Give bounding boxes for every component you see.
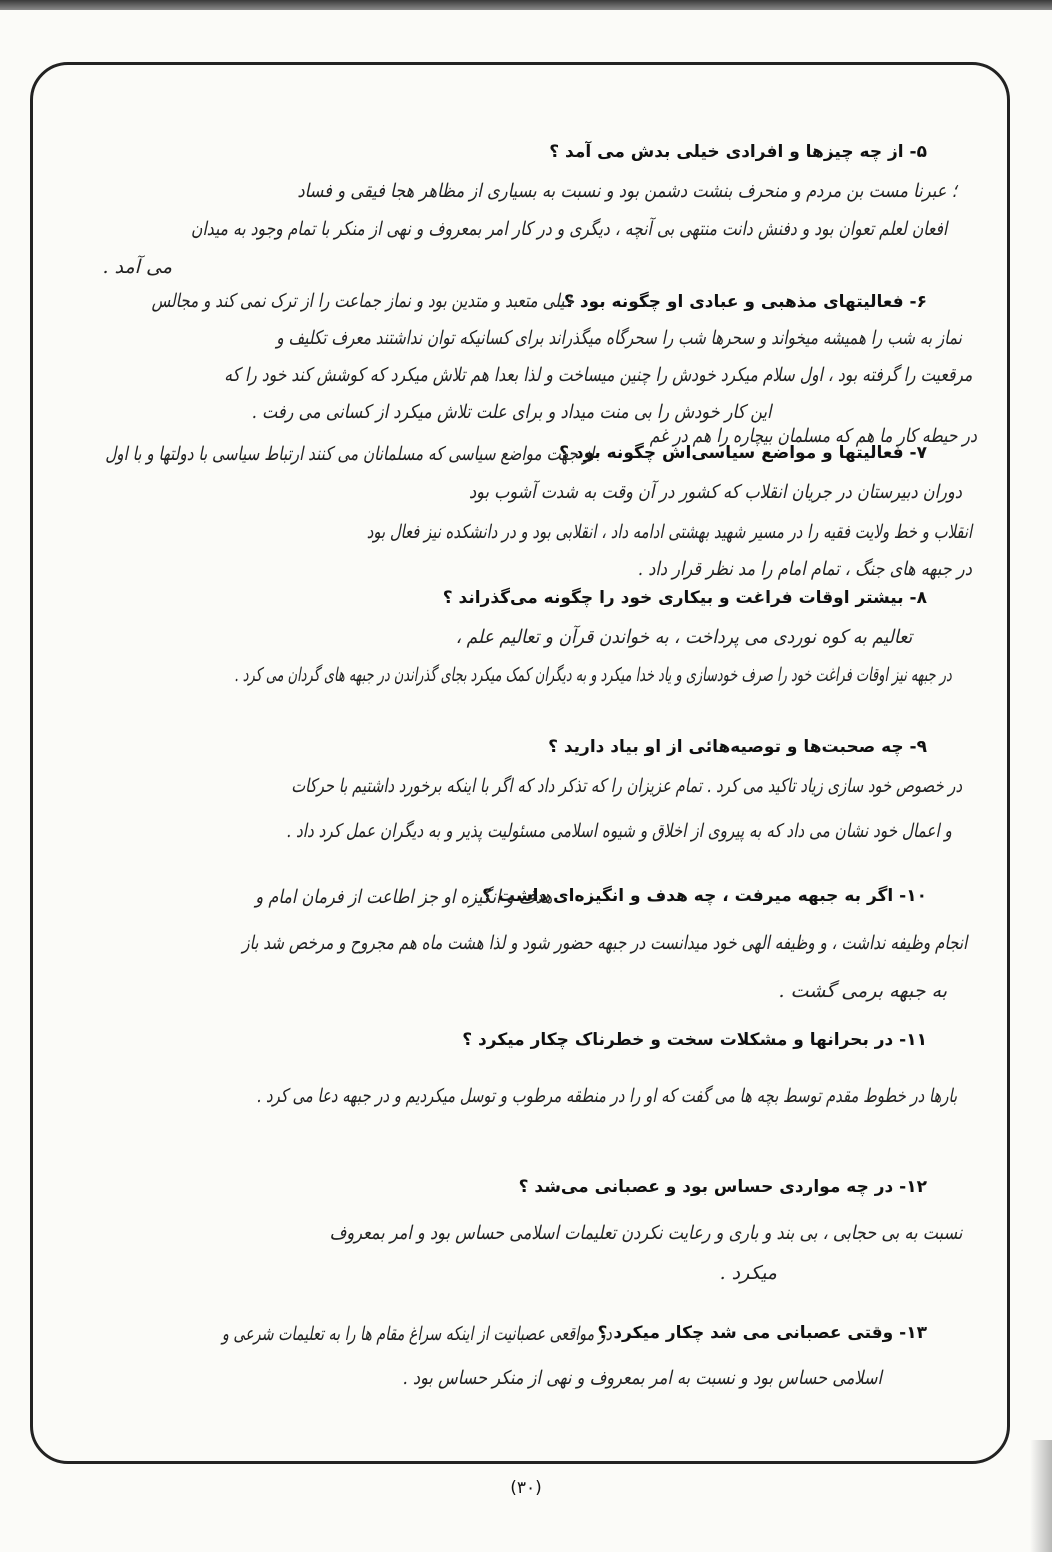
answer-7-line-1: از جهت مواضع سیاسی که مسلمانان می کنند ارتباط سیاسی با دولتها و با اول — [105, 443, 594, 465]
answer-9-line-1: در خصوص خود سازی زیاد تاکید می کرد . تمام عزیزان را که تذکر داد که اگر با اینکه برخورد داشتیم با حرکات — [291, 775, 962, 797]
answer-6-line-2: نماز به شب را همیشه میخواند و سحرها شب را سحرگاه میگذراند برای کسانیکه توان نداشتند معرف تکلیف و — [276, 327, 962, 349]
answer-8-line-2: در جبهه نیز اوقات فراغت خود را صرف خودسازی و یاد خدا میکرد و به دیگران کمک میکرد بجای گذراندن در جبهه های گردان می کرد . — [234, 664, 952, 686]
question-10: ۱۰- اگر به جبهه میرفت ، چه هدف و انگیزه‌ای داشت ؟ — [482, 886, 927, 906]
answer-10-line-2: انجام وظیفه نداشت ، و وظیفه الهی خود میدانست در جبهه حضور شود و لذا هشت ماه هم مجروح و مرخص شد باز — [241, 932, 967, 954]
question-13: ۱۳- وقتی عصبانی می شد چکار میکرد ؟ — [597, 1323, 927, 1343]
answer-10-line-1: هدف و انگیزه او جز اطاعت از فرمان امام و — [254, 886, 552, 908]
answer-10-line-3: به جبهه برمی گشت . — [778, 980, 947, 1002]
answer-7-line-2: دوران دبیرستان در جریان انقلاب که کشور در آن وقت به شدت آشوب بود — [469, 481, 962, 503]
page-frame — [30, 62, 1010, 1464]
answer-5-line-1: ؛ عبرنا مست بن مردم و منحرف بنشت دشمن بود و نسبت به بسیاری از مظاهر هجا فیقی و فساد — [297, 180, 957, 202]
answer-8-line-1: تعالیم به کوه نوردی می پرداخت ، به خواندن قرآن و تعالیم علم ، — [455, 626, 912, 648]
page-number: (۳۰) — [510, 1478, 542, 1498]
answer-5-line-3: می آمد . — [102, 256, 172, 278]
question-5: ۵- از چه چیزها و افرادی خیلی بدش می آمد ؟ — [549, 142, 927, 162]
answer-6-line-1: خیلی متعبد و متدین بود و نماز جماعت را از ترک نمی کند و مجالس — [151, 290, 574, 312]
question-12: ۱۲- در چه مواردی حساس بود و عصبانی می‌شد ؟ — [518, 1177, 927, 1197]
answer-12-line-2: میکرد . — [719, 1262, 777, 1284]
question-8: ۸- بیشتر اوقات فراغت و بیکاری خود را چگونه می‌گذراند ؟ — [442, 588, 927, 608]
answer-5-line-2: افعان لعلم تعوان بود و دفنش دانت منتهی بی آنچه ، دیگری و در کار امر بمعروف و نهی از منکر با تمام وجود به میدان — [190, 218, 947, 240]
answer-6-line-3: مرقعیت را گرفته بود ، اول سلام میکرد خودش را چنین میساخت و لذا بعدا هم تلاش میکرد که کوشش کند خود را که — [223, 364, 972, 386]
answer-11-line-1: بارها در خطوط مقدم توسط بچه ها می گفت که او را در منطقه مرطوب و توسل میکردیم و در جبهه دعا می کرد . — [256, 1085, 957, 1107]
answer-9-line-2: و اعمال خود نشان می داد که به پیروی از اخلاق و شیوه اسلامی مسئولیت پذیر و به دیگران عمل کرد داد . — [286, 820, 952, 842]
answer-6-line-4: این کار خودش را بی منت میداد و برای علت تلاش میکرد از کسانی می رفت . — [252, 401, 772, 423]
scan-edge-top — [0, 0, 1052, 10]
question-9: ۹- چه صحبت‌ها و توصیه‌هائی از او بیاد دارید ؟ — [548, 737, 927, 757]
question-6: ۶- فعالیتهای مذهبی و عبادی او چگونه بود ؟ — [564, 292, 927, 312]
answer-7-line-3: انقلاب و خط ولایت فقیه را در مسیر شهید بهشتی ادامه داد ، انقلابی بود و در دانشکده نیز فعال بود — [366, 521, 972, 543]
answer-7-line-4: در جبهه های جنگ ، تمام امام را مد نظر قرار داد . — [638, 558, 972, 580]
answer-13-line-2: اسلامی حساس بود و نسبت به امر بمعروف و نهی از منکر حساس بود . — [402, 1367, 882, 1389]
answer-12-line-1: نسبت به بی حجابی ، بی بند و باری و رعایت نکردن تعلیمات اسلامی حساس بود و امر بمعروف — [329, 1222, 962, 1244]
question-11: ۱۱- در بحرانها و مشکلات سخت و خطرناک چکار میکرد ؟ — [462, 1030, 927, 1050]
answer-13-line-1: در مواقعی عصبانیت از اینکه سراغ مقام ها را به تعلیمات شرعی و — [222, 1323, 612, 1345]
answer-6-line-5: در حیطه کار ما هم که مسلمان بیچاره را هم در غم — [649, 425, 977, 447]
question-7: ۷- فعالیتها و مواضع سیاسی‌اش چگونه بود ؟ — [559, 443, 927, 463]
